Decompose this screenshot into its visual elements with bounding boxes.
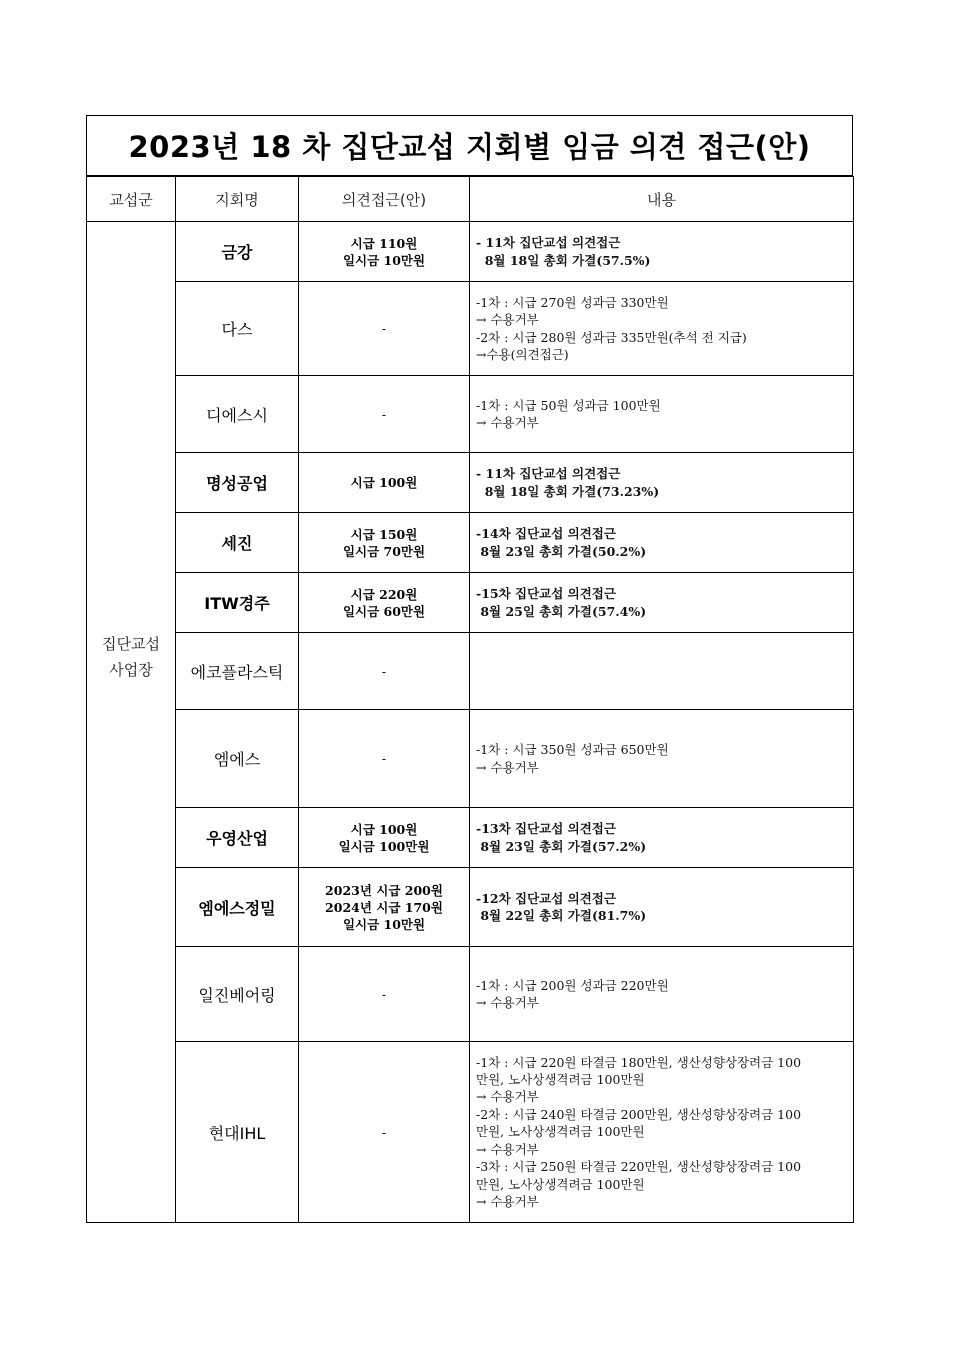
proposal-line: 일시금 60만원 — [342, 603, 426, 619]
content-line: → 수용거부 — [476, 995, 539, 1010]
table-row — [87, 947, 854, 1042]
branch-name-cell: 엠에스정밀 — [176, 868, 299, 947]
content-line: -3차 : 시급 250원 타결금 220만원, 생산성향상장려금 100 — [476, 1159, 802, 1175]
header-cell-proposal: 의견접근(안) — [299, 177, 470, 222]
content-cell — [470, 710, 854, 808]
content-line: -15차 집단교섭 의견접근 — [476, 586, 616, 602]
content-cell — [470, 947, 854, 1042]
proposal-cell — [299, 282, 470, 376]
content-line: -12차 집단교섭 의견접근 — [476, 890, 616, 906]
proposal-cell — [299, 376, 470, 453]
proposal-line: 시급 150원 — [350, 526, 418, 542]
content-cell — [470, 282, 854, 376]
branch-name-cell: ITW경주 — [176, 573, 299, 633]
content-cell — [470, 573, 854, 633]
table-row — [87, 1042, 854, 1223]
table-row — [87, 282, 854, 376]
title-box — [86, 115, 853, 176]
table-row — [87, 453, 854, 513]
proposal-line: - — [381, 986, 387, 1002]
content-cell — [470, 868, 854, 947]
proposal-cell — [299, 710, 470, 808]
content-line: 8월 23일 총회 가결(57.2%) — [476, 838, 647, 854]
header-row — [87, 177, 854, 222]
content-line: 8월 18일 총회 가결(57.5%) — [476, 252, 651, 268]
content-line: 8월 23일 총회 가결(50.2%) — [476, 543, 647, 559]
content-line: → 수용거부 — [476, 759, 539, 775]
content-line: -1차 : 시급 270원 성과금 330만원 — [476, 294, 669, 310]
branch-name-cell: 디에스시 — [176, 376, 299, 453]
proposal-cell — [299, 573, 470, 633]
proposal-line: - — [381, 321, 387, 336]
group-cell — [87, 222, 176, 1223]
proposal-line: 일시금 100만원 — [338, 838, 430, 854]
content-cell — [470, 222, 854, 282]
proposal-line: 시급 100원 — [350, 475, 418, 490]
content-line: - 11차 집단교섭 의견접근 — [476, 466, 621, 482]
table-row — [87, 573, 854, 633]
content-cell — [470, 513, 854, 573]
content-line: -1차 : 시급 220원 타결금 180만원, 생산성향상장려금 100 — [476, 1054, 802, 1070]
proposal-line: 시급 220원 — [350, 586, 418, 602]
content-line: -14차 집단교섭 의견접근 — [476, 526, 616, 542]
branch-name-cell: 현대IHL — [176, 1042, 299, 1223]
branch-name-cell: 엠에스 — [176, 710, 299, 808]
proposal-line: 시급 100원 — [350, 821, 418, 837]
branch-name-cell: 우영산업 — [176, 808, 299, 868]
wage-table — [86, 176, 854, 1223]
content-line: -1차 : 시급 200원 성과금 220만원 — [476, 977, 669, 993]
proposal-line: 일시금 10만원 — [342, 916, 426, 932]
proposal-cell — [299, 453, 470, 513]
branch-name-cell: 다스 — [176, 282, 299, 376]
proposal-cell — [299, 1042, 470, 1223]
table-row — [87, 633, 854, 710]
content-cell — [470, 1042, 854, 1223]
content-cell — [470, 808, 854, 868]
header-cell-group: 교섭군 — [87, 177, 176, 222]
wage-document — [86, 115, 853, 1223]
content-cell — [470, 453, 854, 513]
proposal-line: 일시금 70만원 — [342, 543, 426, 559]
header-cell-content: 내용 — [470, 177, 854, 222]
content-line: → 수용거부 — [476, 1141, 539, 1157]
branch-name-cell: 세진 — [176, 513, 299, 573]
content-line: → 수용거부 — [476, 1193, 539, 1209]
content-line: →수용(의견접근) — [476, 346, 569, 362]
content-line: -13차 집단교섭 의견접근 — [476, 821, 616, 837]
table-row — [87, 513, 854, 573]
content-line: 만원, 노사상생격려금 100만원 — [476, 1176, 645, 1192]
proposal-line: - — [381, 751, 387, 766]
content-line: - 11차 집단교섭 의견접근 — [476, 235, 621, 251]
proposal-line: - — [381, 1124, 387, 1140]
table-row — [87, 868, 854, 947]
group-label-line: 집단교섭 — [102, 635, 160, 653]
table-row — [87, 222, 854, 282]
branch-name-cell: 금강 — [176, 222, 299, 282]
content-line: 8월 18일 총회 가결(73.23%) — [476, 483, 660, 499]
proposal-cell — [299, 868, 470, 947]
proposal-line: 일시금 10만원 — [342, 252, 426, 268]
proposal-cell — [299, 947, 470, 1042]
branch-name-cell: 일진베어링 — [176, 947, 299, 1042]
content-line: → 수용거부 — [476, 415, 539, 430]
content-line: 만원, 노사상생격려금 100만원 — [476, 1124, 645, 1140]
content-line: 8월 25일 총회 가결(57.4%) — [476, 603, 647, 619]
table-row — [87, 376, 854, 453]
content-line: -2차 : 시급 240원 타결금 200만원, 생산성향상장려금 100 — [476, 1106, 802, 1122]
proposal-line: - — [381, 406, 387, 422]
branch-name-cell: 에코플라스틱 — [176, 633, 299, 710]
proposal-line: 시급 110원 — [350, 235, 418, 251]
content-cell — [470, 633, 854, 710]
document-title: 2023년 18 차 집단교섭 지회별 임금 의견 접근(안) — [128, 130, 811, 164]
proposal-cell — [299, 222, 470, 282]
proposal-line: 2024년 시급 170원 — [325, 899, 443, 915]
content-line: -2차 : 시급 280원 성과금 335만원(추석 전 지급) — [476, 329, 747, 345]
group-label-line: 사업장 — [109, 661, 153, 679]
content-line: -1차 : 시급 50원 성과금 100만원 — [476, 397, 661, 413]
proposal-line: 2023년 시급 200원 — [325, 882, 443, 898]
proposal-cell — [299, 513, 470, 573]
proposal-cell — [299, 808, 470, 868]
branch-name-cell: 명성공업 — [176, 453, 299, 513]
content-line: → 수용거부 — [476, 1089, 539, 1105]
table-row — [87, 808, 854, 868]
table-row — [87, 710, 854, 808]
proposal-line: - — [381, 663, 387, 679]
content-line: 만원, 노사상생격려금 100만원 — [476, 1072, 645, 1088]
content-line: -1차 : 시급 350원 성과금 650만원 — [476, 742, 669, 758]
proposal-cell — [299, 633, 470, 710]
content-cell — [470, 376, 854, 453]
header-cell-branch: 지회명 — [176, 177, 299, 222]
content-line: 8월 22일 총회 가결(81.7%) — [476, 908, 647, 923]
content-line: → 수용거부 — [476, 312, 539, 328]
